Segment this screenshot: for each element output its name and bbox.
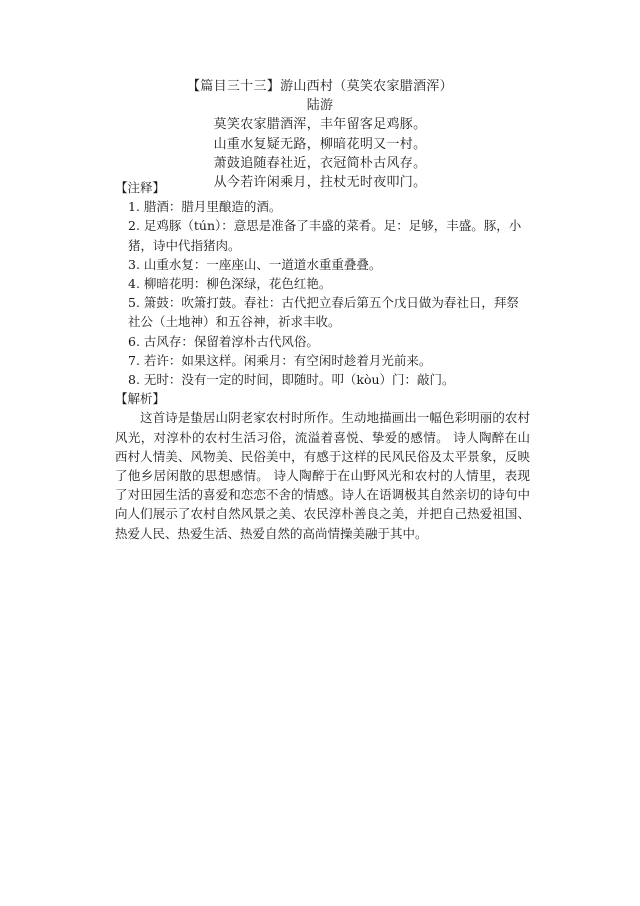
note-item: 4. 柳暗花明：柳色深绿，花色红艳。 [128,276,332,292]
notes-heading: 【注释】 [115,180,166,195]
note-item: 7. 若许：如果这样。闲乘月：有空闲时趁着月光前来。 [128,352,432,368]
poem-block [0,77,640,192]
poem-title: 【篇目三十三】游山西村（莫笑农家腊酒浑） [186,79,453,94]
poem-author: 陆游 [306,98,334,114]
note-item: 8. 无时：没有一定的时间，即随时。叩（kòu）门：敲门。 [128,372,455,388]
poem-line: 从今若许闲乘月，拄杖无时夜叩门。 [213,175,427,191]
poem-line: 莫笑农家腊酒浑，丰年留客足鸡豚。 [213,117,427,133]
poem-line: 山重水复疑无路，柳暗花明又一村。 [213,136,427,152]
document-body [115,178,530,543]
analysis-paragraph: 这首诗是蛰居山阴老家农村时所作。生动地描画出一幅色彩明丽的农村风光，对淳朴的农村生活习俗，流溢着喜悦、挚爱的感情。 诗人陶醉在山西村人情美、风物美、民俗美中，有感于这样的民风民俗及太平景象，反映了他乡居闲散的思想感情。 诗人陶醉于在山野风光和农村的人情里，表现了对田园生活的喜爱和恋恋不舍的情感。诗人在语调极其自然亲切的诗句中向人们展示了农村自然风景之美、农民淳朴善良之美，并把自己热爱祖国、热爱人民、热爱生活、热爱自然的高尚情操美融于其中。 [115,410,530,541]
note-item: 2. 足鸡豚（tún）：意思是准备了丰盛的菜肴。足：足够，丰盛。豚，小猪，诗中代指猪肉。 [128,218,522,253]
analysis-heading: 【解析】 [115,391,166,407]
poem-line: 萧鼓追随春社近，衣冠简朴古风存。 [213,155,427,171]
note-item: 1. 腊酒：腊月里酿造的酒。 [128,199,282,215]
note-item: 5. 箫鼓：吹箫打鼓。春社：古代把立春后第五个戊日做为春社日，拜祭社公（土地神）和五谷神，祈求丰收。 [128,295,519,330]
note-item: 3. 山重水复：一座座山、一道道水重重叠叠。 [128,256,382,272]
note-item: 6. 古风存：保留着淳朴古代风俗。 [128,333,319,349]
